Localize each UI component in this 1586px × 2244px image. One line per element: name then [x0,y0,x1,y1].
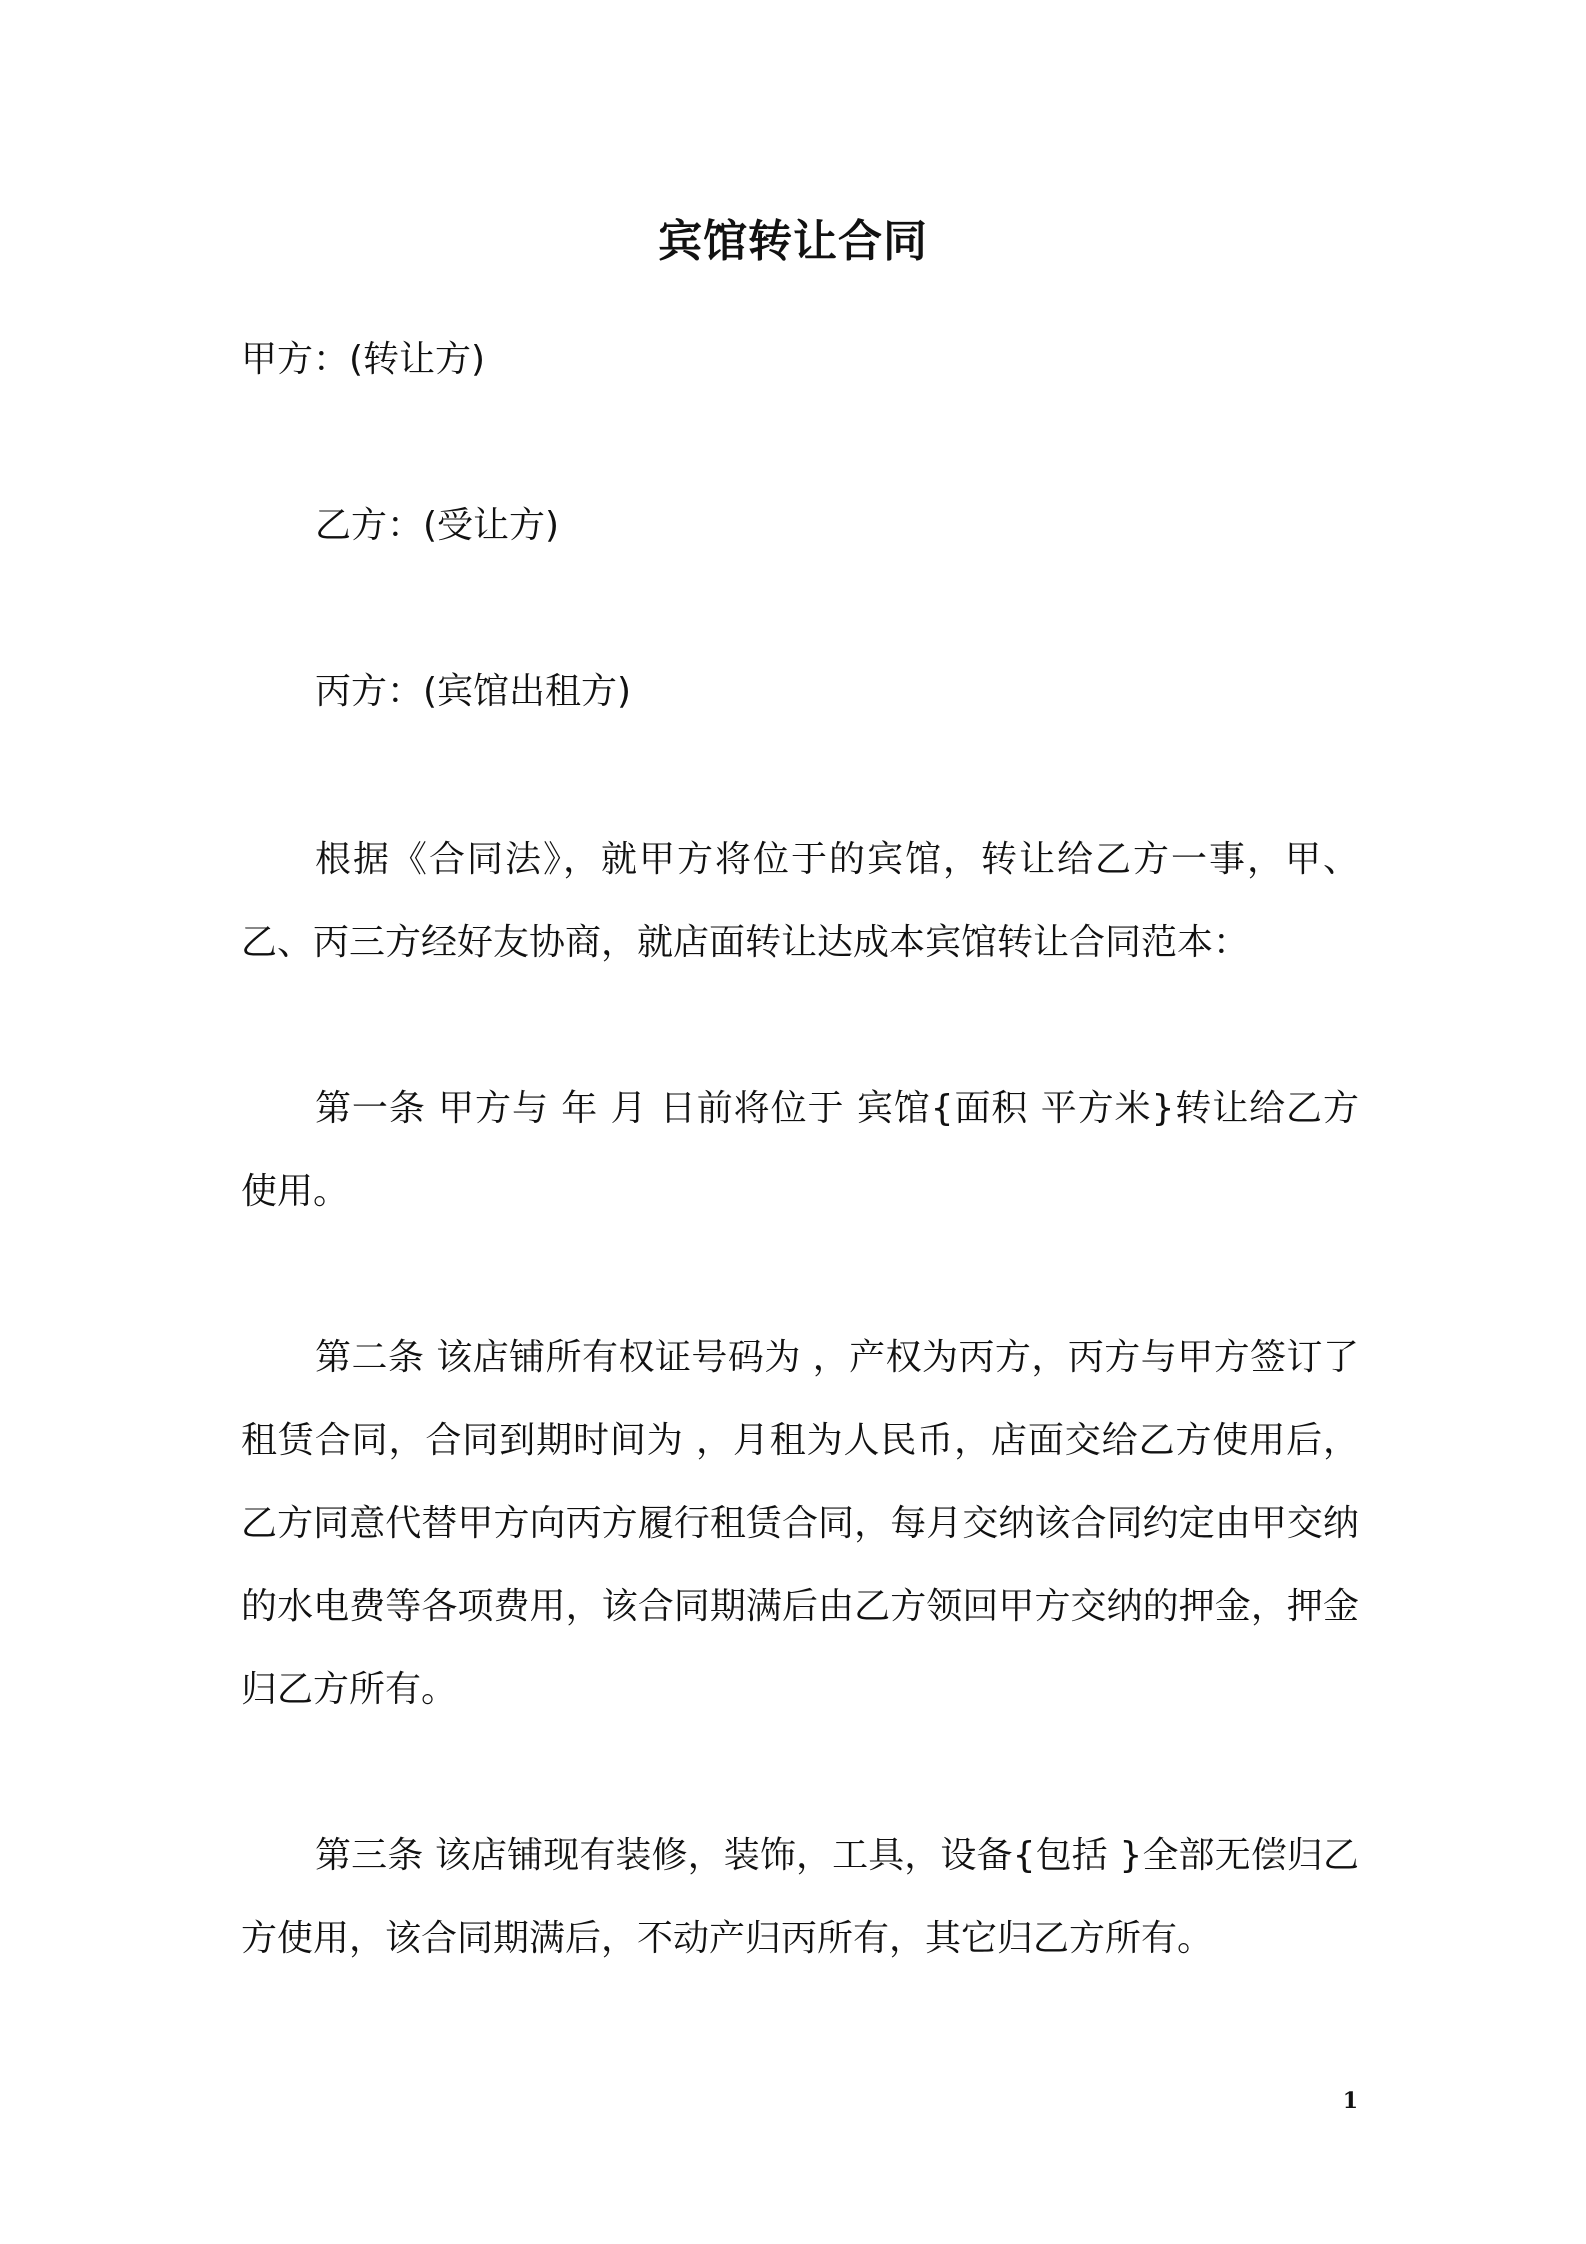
article-2-paragraph: 第二条 该店铺所有权证号码为 ，产权为丙方，丙方与甲方签订了租赁合同，合同到期时间为 ，月租为人民币，店面交给乙方使用后，乙方同意代替甲方向丙方履行租赁合同，每月交纳该合同约定由甲交纳的水电费等各项费用，该合同期满后由乙方领回甲方交纳的押金，押金归乙方所有。 [241,1337,1359,1710]
document-title: 宾馆转让合同 [658,216,928,267]
party-a-line: 甲方：(转让方) [241,339,486,380]
party-c-line: 丙方：(宾馆出租方) [315,671,632,712]
article-1-paragraph: 第一条 甲方与 年 月 日前将位于 宾馆{面积 平方米}转让给乙方使用。 [241,1088,1359,1212]
article-3-paragraph: 第三条 该店铺现有装修，装饰，工具，设备{包括 }全部无偿归乙方使用，该合同期满后，不动产归丙所有，其它归乙方所有。 [241,1835,1359,1959]
intro-paragraph: 根据《合同法》，就甲方将位于的宾馆，转让给乙方一事，甲、乙、丙三方经好友协商，就店面转让达成本宾馆转让合同范本： [241,839,1359,963]
party-b-line: 乙方：(受让方) [315,505,560,546]
page-number: 1 [1342,2088,1358,2114]
